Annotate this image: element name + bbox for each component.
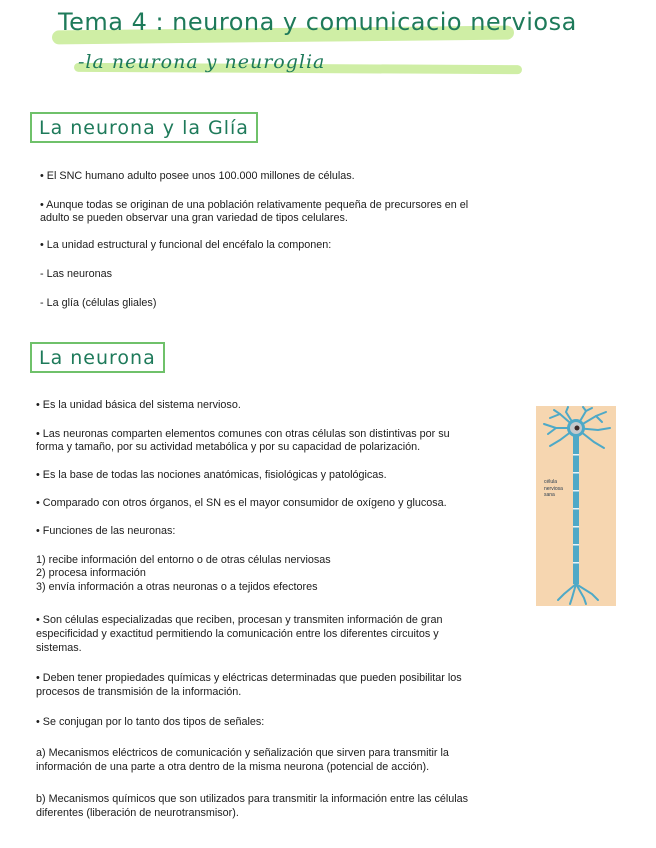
paragraph: b) Mecanismos químicos que son utilizados para transmitir la información entre las células — [36, 793, 469, 805]
paragraph: • Es la base de todas las nociones anatómicas, fisiológicas y patológicas. — [36, 469, 387, 481]
paragraph: • Las neuronas comparten elementos comunes con otras células son distintivas por su — [36, 428, 450, 440]
paragraph: diferentes (liberación de neurotransmisor). — [36, 807, 239, 819]
neuron-illustration — [536, 406, 616, 606]
paragraph: • Aunque todas se originan de una población relativamente pequeña de precursores en el — [40, 199, 469, 211]
paragraph: especificidad y exactitud permitiendo la comunicación entre los diferentes circuitos y — [36, 628, 439, 640]
paragraph: sistemas. — [36, 642, 82, 654]
axon — [573, 436, 579, 584]
paragraph: información de una parte a otra dentro de la misma neurona (potencial de acción). — [36, 761, 430, 773]
paragraph: • Es la unidad básica del sistema nervioso. — [36, 399, 241, 411]
list-item: - Las neuronas — [40, 268, 113, 280]
figure-label-line: nerviosa — [544, 485, 563, 492]
paragraph: • Funciones de las neuronas: — [36, 525, 176, 537]
paragraph: • Se conjugan por lo tanto dos tipos de señales: — [36, 716, 265, 728]
paragraph: • Deben tener propiedades químicas y eléctricas determinadas que pueden posibilitar los — [36, 672, 462, 684]
paragraph: • El SNC humano adulto posee unos 100.000 millones de células. — [40, 170, 355, 182]
list-item: 2) procesa información — [36, 567, 146, 579]
paragraph: • Comparado con otros órganos, el SN es el mayor consumidor de oxígeno y glucosa. — [36, 497, 447, 509]
list-item: - La glía (células gliales) — [40, 297, 157, 309]
section-heading-neurona: La neurona — [30, 342, 165, 373]
figure-label-line: sana — [544, 492, 555, 498]
paragraph: adulto se pueden observar una gran variedad de tipos celulares. — [40, 212, 348, 224]
paragraph: • Son células especializadas que reciben, procesan y transmiten información de gran — [36, 614, 443, 626]
paragraph: forma y tamaño, por su actividad metabólica y por su capacidad de polarización. — [36, 441, 421, 453]
section-heading-neurona-glia: La neurona y la Glía — [30, 112, 258, 143]
paragraph: • La unidad estructural y funcional del encéfalo la componen: — [40, 239, 332, 251]
page-title: Tema 4 : neurona y comunicacio nerviosa — [58, 8, 577, 36]
figure-label-line: célula — [544, 479, 558, 485]
nucleolus — [575, 426, 580, 431]
figure-label — [544, 479, 563, 499]
page-subtitle: -la neurona y neuroglia — [78, 51, 326, 73]
list-item: 3) envía información a otras neuronas o a tejidos efectores — [36, 581, 318, 593]
paragraph: a) Mecanismos eléctricos de comunicación y señalización que sirven para transmitir la — [36, 747, 449, 759]
list-item: 1) recibe información del entorno o de otras células nerviosas — [36, 554, 331, 566]
paragraph: procesos de transmisión de la información. — [36, 686, 242, 698]
